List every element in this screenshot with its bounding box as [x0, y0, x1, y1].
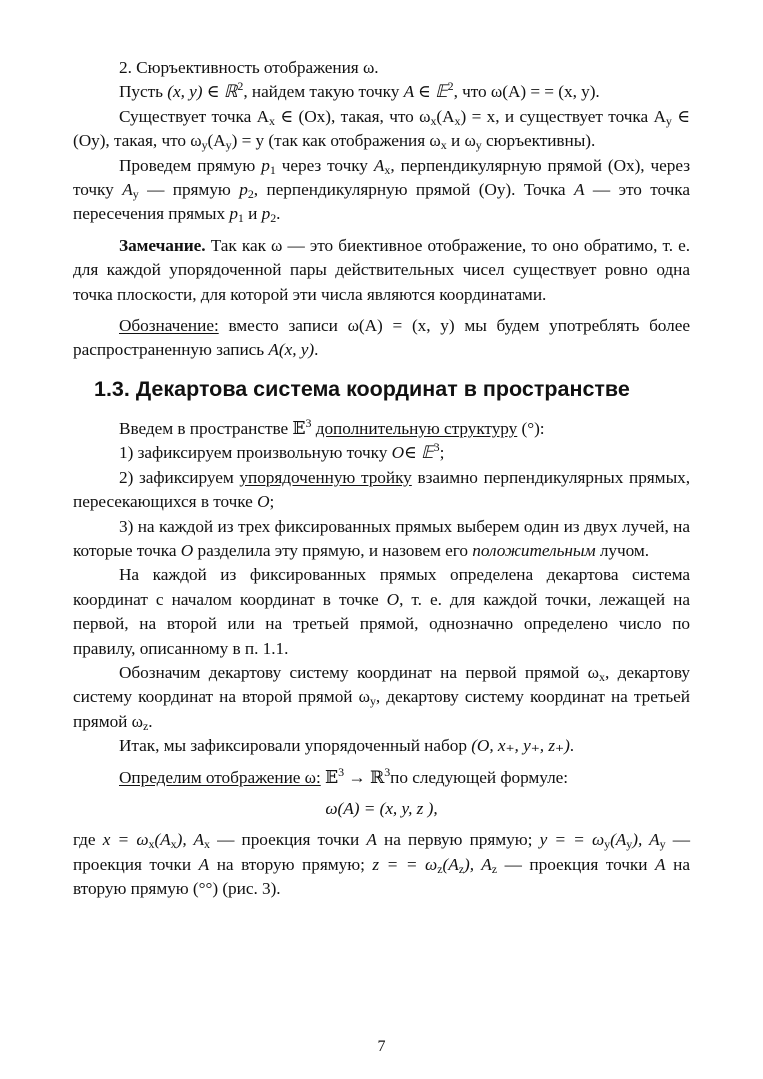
step-1: 1) зафиксируем произвольную точку O∈ 𝔼$^3$; [119, 440, 445, 463]
page-number: 7 [377, 1038, 386, 1055]
section2-title: 2. Сюръективность отображения ω. [119, 58, 379, 77]
paragraph-let: Пусть (x, y) ∈ ℝ$^2$, найдем такую точку A ∈ 𝔼$^2$, что ω(A) = = (x, y). [119, 79, 600, 102]
notation-paragraph: Обозначение: вместо записи ω(A) = (x, y) мы будем употреблять более распространенную запись A(x, y). [73, 316, 690, 360]
notation-label: Обозначение: [119, 316, 219, 336]
step-3: 3) на каждой из трех фиксированных прямых выберем один из двух лучей, на которые точка O разделила эту прямую, и назовем его положительным лучом. [73, 516, 690, 560]
paragraph-cartesian: На каждой из фиксированных прямых определена декартова система координат с началом координат в точке O, т. е. для каждой точки, лежащей на первой, на второй или на третьей прямой, однозначно определено число по правилу, описанному в п. 1.1. [73, 565, 690, 658]
paragraph-define: Определим отображение ω: 𝔼$^3$ → ℝ$^3$по следующей формуле: [119, 764, 569, 787]
step-2: 2) зафиксируем упорядоченную тройку взаимно перпендикулярных прямых, пересекающихся в точке O; [73, 467, 690, 512]
paragraph-fixed: Итак, мы зафиксировали упорядоченный набор (O, x₊, y₊, z₊). [119, 736, 575, 756]
paragraph-where: где $x = \omega_x(A_x)$, $A_x$ — проекция точки A на первую прямую; y = = $\omega_y(A_y)$, $A_y$ — проекция точки A на вторую прямую; z = = $\omega_z(A_z)$, $A_z$ — проекция точки A на вторую прямую (°°) (рис. 3). [73, 830, 690, 899]
remark-label: Замечание. [119, 235, 206, 255]
section-heading: 1.3. Декартова система координат в пространстве [94, 376, 630, 401]
formula: ω(A) = (x, y, z ), [325, 798, 438, 818]
remark-paragraph: Замечание. Так как ω — это биективное отображение, то оно обратимо, т. е. для каждой упорядоченной пары действительных чисел существует ровно одна точка плоскости, для которой эти числа являются координатами. [73, 235, 690, 304]
paragraph-exists: Существует точка $A_x$ ∈ (Ox), такая, что $\omega_x(A_x) = x$, и существует точка $A_y$ ∈ (Oy), такая, что $\omega_y(A_y) = y$ (так как отображения $\omega_x$ и $\omega_y$ сюръективны). [73, 106, 690, 153]
paragraph-intro: Введем в пространстве 𝔼$^3$ дополнительную структуру (°): [119, 415, 545, 438]
define-label: Определим отображение ω: [119, 767, 321, 787]
paragraph-denote: Обозначим декартову систему координат на первой прямой $\omega_x$, декартову систему координат на второй прямой $\omega_y$, декартову систему координат на третьей прямой $\omega_z$. [73, 662, 690, 733]
paragraph-lines: Проведем прямую $p_1$ через точку $A_x$, перпендикулярную прямой (Ox), через точку $A_y$ — прямую $p_2$, перпендикулярную прямой (Oy). Точка A — это точка пересечения прямых $p_1$ и $p_2$. [73, 155, 691, 226]
page-content [73, 56, 690, 902]
